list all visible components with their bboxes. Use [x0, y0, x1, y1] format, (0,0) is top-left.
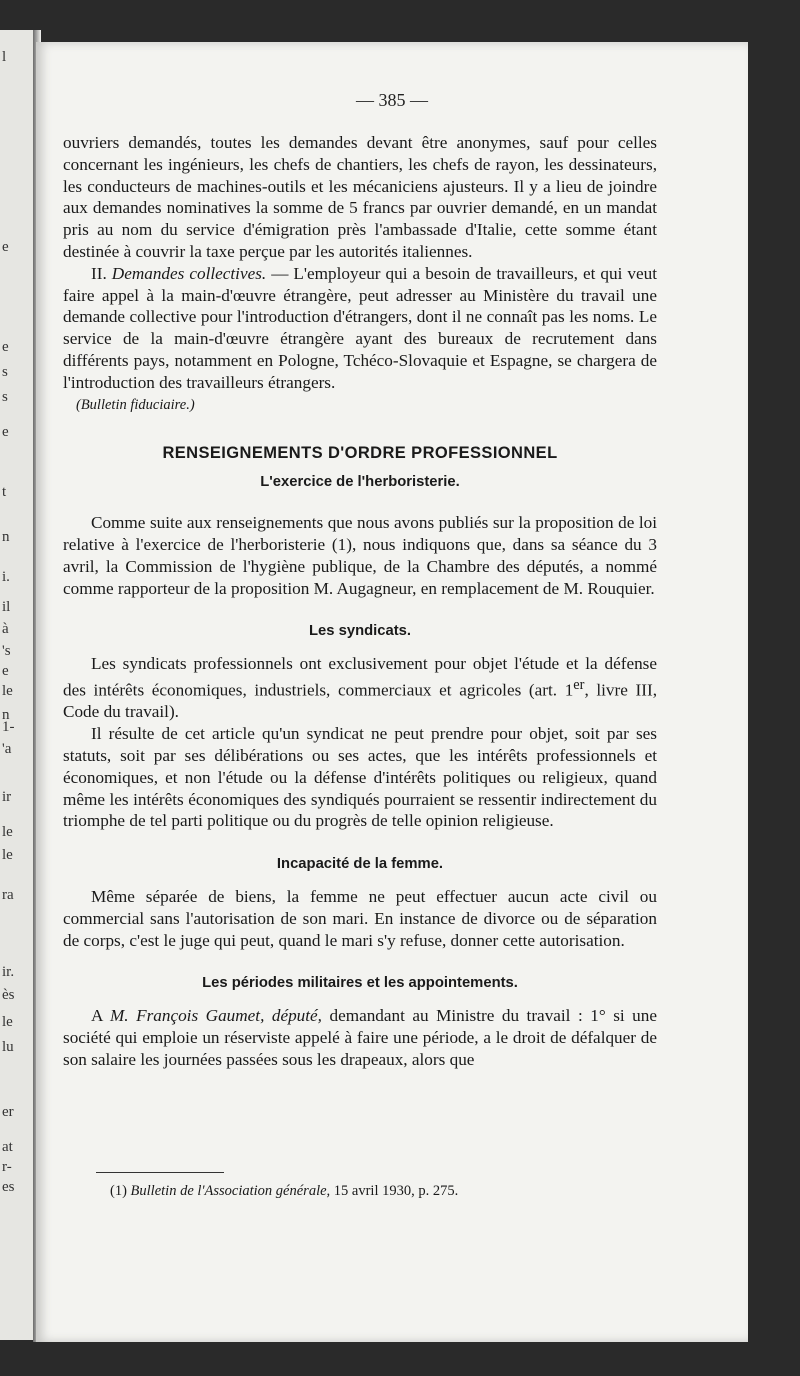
- adjacent-page-text-fragment: ir.: [2, 964, 15, 980]
- page-body: [63, 132, 657, 1071]
- adjacent-page-text-fragment: n: [2, 529, 10, 545]
- paragraph-continuation: ouvriers demandés, toutes les demandes devant être anonymes, sauf pour celles concernant les ingénieurs, les chefs de chantiers, les chefs de rayon, les dessinateurs, les conducteurs de machines-outils et les mécaniciens ajusteurs. Il y a lieu de joindre aux demandes nominatives la somme de 5 francs par ouvrier demandé, en un mandat pris au nom du service d'émigration près l'ambassade d'Italie, cette somme étant destinée à couvrir la taxe perçue par les autorités italiennes.: [63, 133, 657, 261]
- adjacent-page-text-fragment: le: [2, 683, 13, 699]
- adjacent-page-text-fragment: e: [2, 239, 9, 255]
- paragraph-herboristerie: Comme suite aux renseignements que nous avons publiés sur la proposition de loi relative à l'exercice de l'herboristerie (1), nous indiquons que, dans sa séance du 3 avril, la Commission de l'hygiène publique, de la Chambre des députés, a nommé comme rapporteur de la proposition M. Augagneur, en remplacement de M. Rouquier.: [63, 513, 657, 598]
- footnote-divider: [96, 1172, 224, 1173]
- page-number: — 385 —: [356, 90, 428, 110]
- paragraph-collective-requests: II. Demandes collectives. — L'employeur qui a besoin de travailleurs, et qui veut faire appel à la main-d'œuvre étrangère, peut adresser au Ministère du travail une demande collective pour l'introduction d'étrangers, dont il ne connaît pas les noms. Le service de la main-d'œuvre étrangère ayant des bureaux de recrutement dans différents pays, notamment en Pologne, Tchéco-Slovaquie et Espagne, se chargera de l'introduction des travailleurs étrangers.: [63, 263, 657, 392]
- adjacent-page-text-fragment: 'a: [2, 741, 12, 757]
- adjacent-page-text-fragment: t: [2, 484, 7, 500]
- adjacent-page-text-fragment: r-: [2, 1159, 12, 1175]
- adjacent-page-text-fragment: ir: [2, 789, 12, 805]
- adjacent-page-text-fragment: e: [2, 663, 9, 679]
- adjacent-page-text-fragment: le: [2, 824, 13, 840]
- paragraph-syndicats-1: Les syndicats professionnels ont exclusivement pour objet l'étude et la défense des intérêts économiques, industriels, commerciaux et agricoles (art. 1er, livre III, Code du travail).: [63, 654, 657, 722]
- adjacent-page-text-fragment: s: [2, 364, 8, 380]
- section-title: RENSEIGNEMENTS D'ORDRE PROFESSIONNEL: [162, 443, 558, 462]
- subsection-title-herboristerie: L'exercice de l'herboristerie.: [260, 474, 460, 491]
- adjacent-page-text-fragment: le: [2, 847, 13, 863]
- subsection-title-incapacite: Incapacité de la femme.: [276, 856, 444, 873]
- paragraph-incapacite: Même séparée de biens, la femme ne peut effectuer aucun acte civil ou commercial sans l'autorisation de son mari. En instance de divorce ou de séparation de corps, c'est le juge qui peut, quand le mari s'y refuse, donner cette autorisation.: [63, 887, 657, 950]
- collective-requests-heading: Demandes collectives.: [111, 263, 267, 283]
- adjacent-page-text-fragment: n: [2, 707, 10, 723]
- adjacent-page-text-fragment: e: [2, 339, 9, 355]
- adjacent-page-text-fragment: er: [2, 1104, 14, 1120]
- adjacent-page-text-fragment: ra: [2, 887, 14, 903]
- adjacent-page-text-fragment: i.: [2, 569, 10, 585]
- adjacent-page-text-fragment: es: [2, 1179, 15, 1195]
- adjacent-page-text-fragment: à: [2, 621, 9, 637]
- adjacent-page-text-fragment: 's: [2, 643, 11, 659]
- adjacent-page-edge: [0, 30, 36, 1340]
- adjacent-page-text-fragment: l: [2, 49, 7, 65]
- paragraph-periodes-militaires: A M. François Gaumet, député, demandant au Ministre du travail : 1° si une société qui emploie un réserviste appelé à faire une période, a le droit de défalquer de son salaire les journées passées sous les drapeaux, alors que: [63, 1006, 657, 1069]
- adjacent-page-text-fragment: at: [2, 1139, 13, 1155]
- adjacent-page-text-fragment: il: [2, 599, 11, 615]
- adjacent-page-text-fragment: ès: [2, 987, 15, 1003]
- paragraph-syndicats-2: Il résulte de cet article qu'un syndicat ne peut prendre pour objet, soit par ses statuts, soit par ses délibérations ou ses actes, que les intérêts professionnels et économiques, et non l'étude ou la défense d'intérêts politiques ou religieux, quand même les intérêts économiques des syndiqués pourraient se ressentir indirectement du triomphe de tel parti politique ou du progrès de telle opinion religieuse.: [63, 724, 657, 831]
- document-page: [36, 42, 748, 1342]
- adjacent-page-text-fragment: s: [2, 389, 8, 405]
- footnote: (1) Bulletin de l'Association générale, 15 avril 1930, p. 275.: [110, 1183, 459, 1199]
- adjacent-page-text-fragment: lu: [2, 1039, 14, 1055]
- subsection-title-syndicats: Les syndicats.: [309, 623, 411, 640]
- adjacent-page-text-fragment: 1-: [2, 719, 15, 735]
- source-citation: (Bulletin fiduciaire.): [76, 396, 195, 413]
- adjacent-page-text-fragment: e: [2, 424, 9, 440]
- subsection-title-periodes-militaires: Les périodes militaires et les appointements.: [202, 975, 518, 992]
- adjacent-page-text-fragment: le: [2, 1014, 13, 1030]
